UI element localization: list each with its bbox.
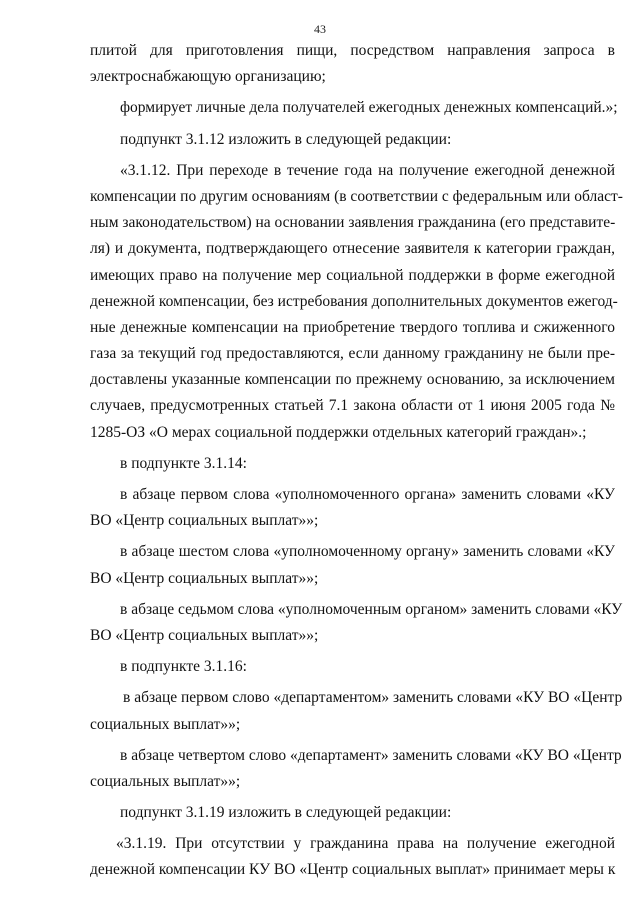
text-line: ные денежные компенсации на приобретение твердого топлива и сжиженного: [90, 318, 615, 336]
text-line: в абзаце шестом слова «уполномоченному органу» заменить словами «КУ: [120, 543, 615, 561]
text-line: имеющих право на получение мер социальной поддержки в форме ежегодной: [90, 266, 615, 284]
text-line: в абзаце четвертом слово «департамент» заменить словами «КУ ВО «Центр: [120, 746, 622, 764]
text-line: «3.1.12. При переходе в течение года на получение ежегодной денежной: [120, 161, 615, 179]
text-line: подпункт 3.1.12 изложить в следующей редакции:: [120, 130, 452, 148]
text-line: случаев, предусмотренных статьей 7.1 закона области от 1 июня 2005 года №: [90, 397, 615, 415]
text-line: ля) и документа, подтверждающего отнесение заявителя к категории граждан,: [90, 240, 615, 258]
text-line: в подпункте 3.1.14:: [120, 454, 247, 472]
text-line: ным законодательством) на основании заявления гражданина (его представите-: [90, 214, 616, 232]
text-line: «3.1.19. При отсутствии у гражданина права на получение ежегодной: [116, 835, 615, 853]
text-line: социальных выплат»»;: [90, 772, 241, 790]
text-line: денежной компенсации КУ ВО «Центр социальных выплат» принимает меры к: [90, 861, 616, 879]
text-line: доставлены указанные компенсации по прежнему основанию, за исключением: [90, 371, 615, 389]
text-line: в подпункте 3.1.16:: [120, 658, 247, 676]
text-line: компенсации по другим основаниям (в соответствии с федеральным или област-: [90, 187, 623, 205]
document-body: [90, 38, 623, 884]
text-line: денежной компенсации, без истребования дополнительных документов ежегод-: [90, 292, 618, 310]
text-line: в абзаце седьмом слова «уполномоченным органом» заменить словами «КУ: [120, 600, 623, 618]
text-line: ВО «Центр социальных выплат»»;: [90, 569, 319, 587]
text-line: ВО «Центр социальных выплат»»;: [90, 512, 319, 530]
text-line: ВО «Центр социальных выплат»»;: [90, 626, 319, 644]
text-line: формирует личные дела получателей ежегодных денежных компенсаций.»;: [120, 99, 618, 117]
text-line: в абзаце первом слова «уполномоченного органа» заменить словами «КУ: [120, 486, 615, 503]
text-line: газа за текущий год предоставляются, если данному гражданину не были пре-: [90, 345, 615, 363]
page-number: 43: [314, 22, 326, 36]
text-line: социальных выплат»»;: [90, 715, 241, 733]
text-line: в абзаце первом слово «департаментом» заменить словами «КУ ВО «Центр: [123, 689, 623, 707]
text-line: плитой для приготовления пищи, посредством направления запроса в: [90, 42, 615, 59]
text-line: подпункт 3.1.19 изложить в следующей редакции:: [120, 804, 452, 822]
text-line: электроснабжающую организацию;: [90, 68, 326, 86]
text-line: 1285-ОЗ «О мерах социальной поддержки отдельных категорий граждан».;: [90, 423, 587, 441]
